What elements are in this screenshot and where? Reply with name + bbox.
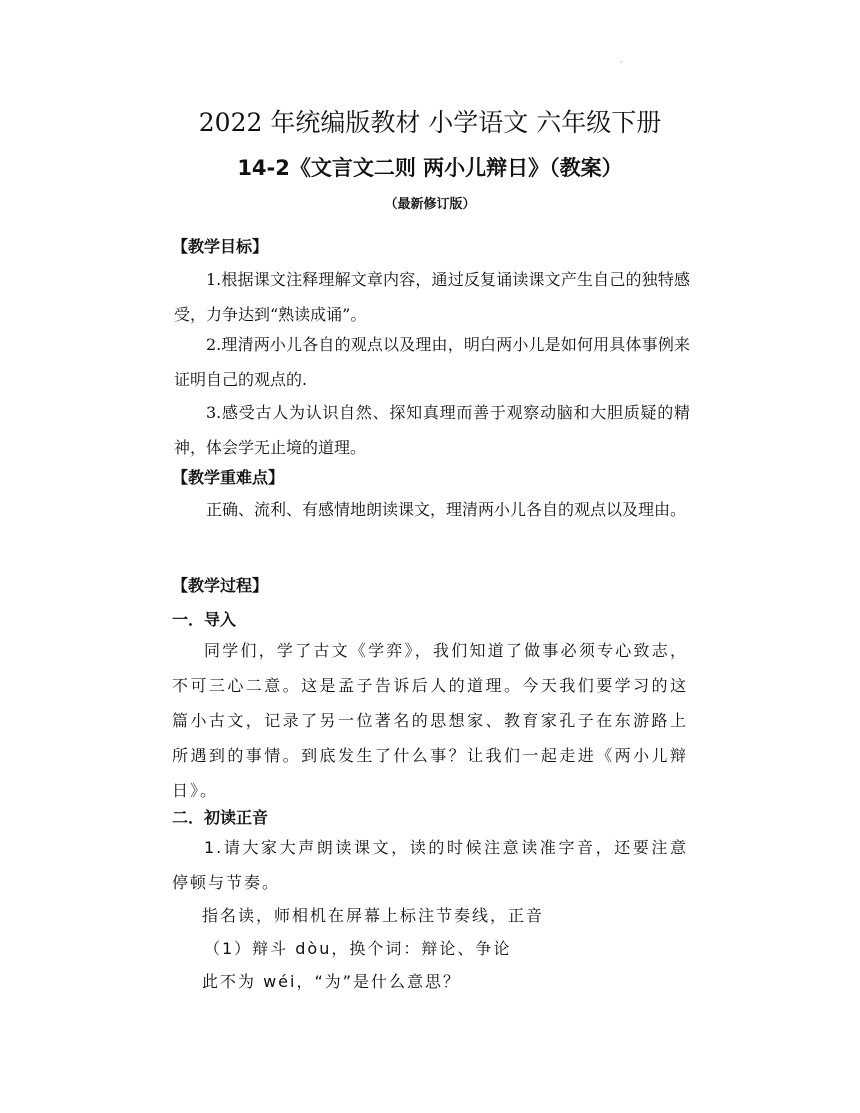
goal-item-3: 3.感受古人为认识自然、探知真理而善于观察动脑和大胆质疑的精神，体会学无止境的道理。 [174, 403, 690, 457]
pronunciation-note-1: （1）辩斗 dòu，换个词：辩论、争论 [204, 939, 512, 958]
goals-heading: 【教学目标】 [172, 237, 269, 256]
corner-mark: · [620, 58, 623, 67]
section-reading-heading: 二．初读正音 [172, 808, 269, 827]
lesson-subtitle: 14-2《文言文二则 两小儿辩日》（教案） [237, 156, 623, 180]
goal-item-2: 2.理清两小儿各自的观点以及理由，明白两小儿是如何用具体事例来证明自己的观点的. [174, 335, 690, 389]
goal-item-1: 1.根据课文注释理解文章内容，通过反复诵读课文产生自己的独特感受，力争达到“熟读成诵”。 [174, 270, 690, 324]
section-intro-heading: 一．导入 [172, 610, 237, 629]
document-title: 2022 年统编版教材 小学语文 六年级下册 [198, 108, 662, 137]
edition-label: （最新修订版） [384, 197, 476, 212]
process-heading: 【教学过程】 [172, 576, 269, 595]
section-intro-text: 同学们，学了古文《学弈》，我们知道了做事必须专心致志，不可三心二意。这是孟子告诉后人的道理。今天我们要学习的这篇小古文，记录了另一位著名的思想家、教育家孔子在东游路上所遇到的事情。到底发生了什么事？让我们一起走进《两小儿辩日》。 [172, 641, 688, 800]
key-points-text: 正确、流利、有感情地朗读课文，理清两小儿各自的观点以及理由。 [206, 500, 687, 519]
reading-step-1: 1.请大家大声朗读课文，读的时候注意读准字音，还要注意停顿与节奏。 [172, 838, 688, 892]
reading-step-2: 指名读，师相机在屏幕上标注节奏线，正音 [202, 906, 545, 925]
key-points-heading: 【教学重难点】 [172, 468, 285, 487]
pronunciation-note-2: 此不为 wéi，“为”是什么意思？ [202, 972, 462, 991]
